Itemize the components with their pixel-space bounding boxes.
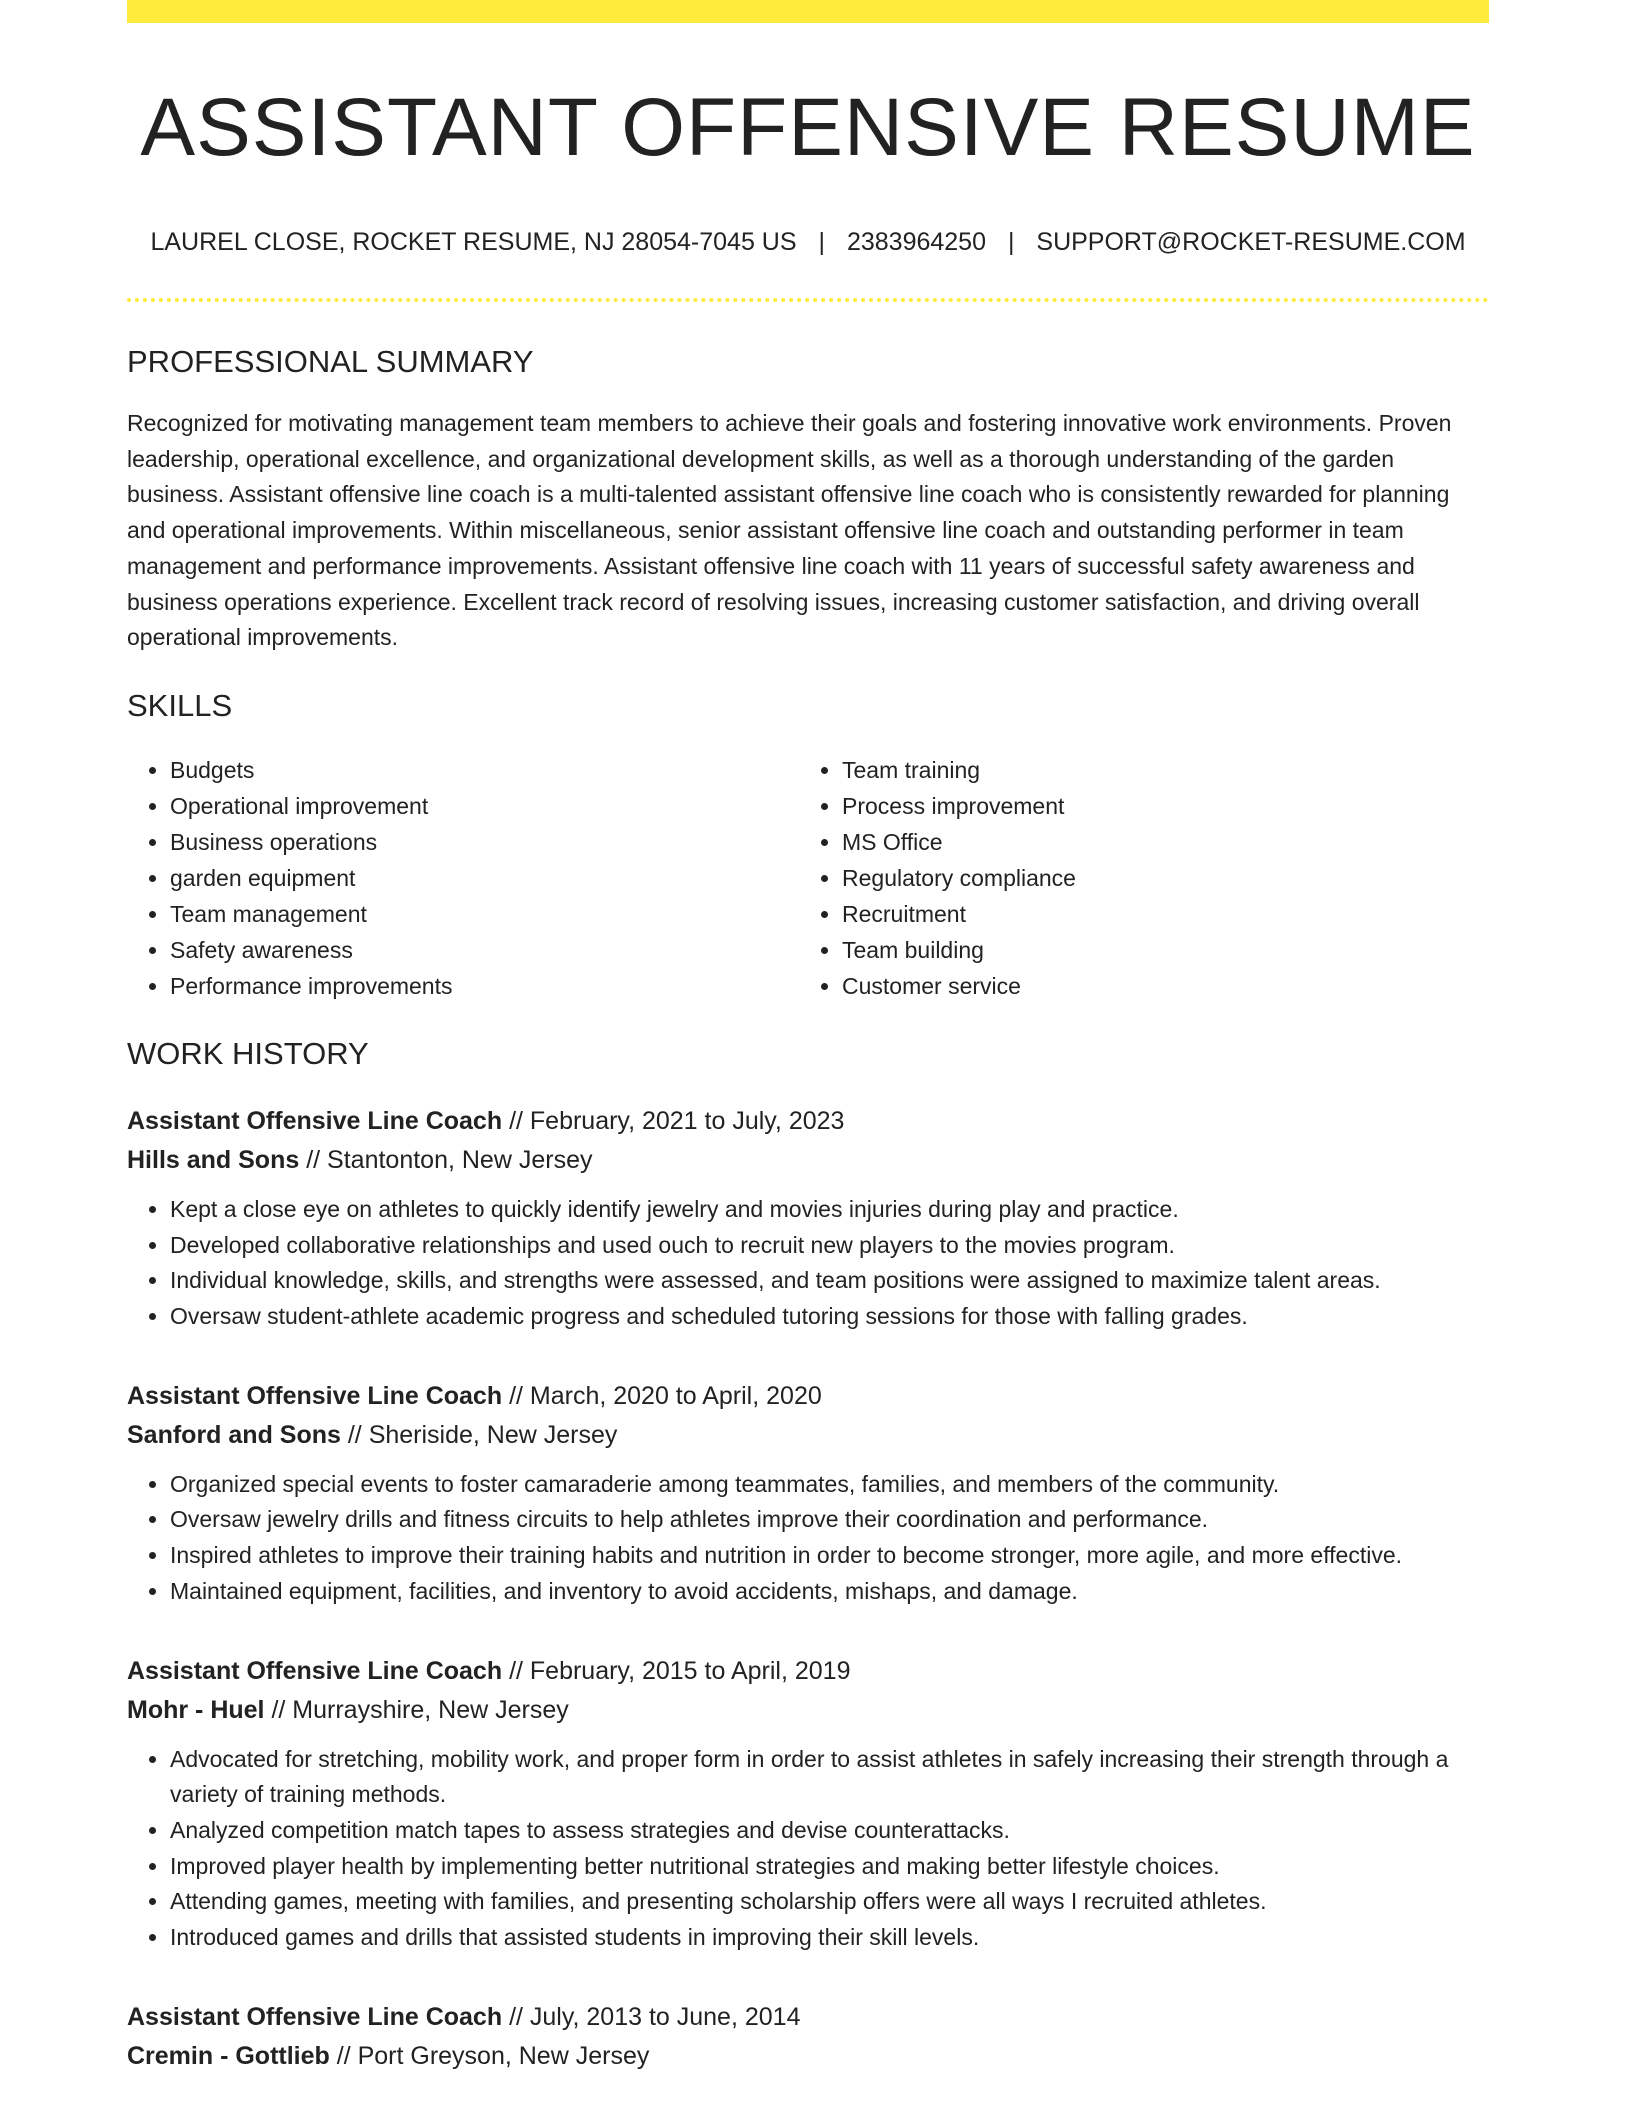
job-duty: • Analyzed competition match tapes to assess strategies and devise counterattacks. — [170, 1813, 1489, 1849]
skills-column-right — [799, 752, 1471, 1004]
skill-item: • Operational improvement — [170, 788, 799, 824]
job-location: // Stantonton, New Jersey — [306, 1145, 593, 1174]
job-company-line — [127, 1141, 1489, 1180]
job-title: Assistant Offensive Line Coach — [127, 1381, 503, 1410]
job-duty: • Kept a close eye on athletes to quickly identify jewelry and movies injuries during play and practice. — [170, 1192, 1489, 1228]
skill-item: • Customer service — [842, 968, 1471, 1004]
job-duty: • Attending games, meeting with families, and presenting scholarship offers were all ways I recruited athletes. — [170, 1884, 1489, 1920]
skills-list — [127, 752, 1489, 1004]
skill-item: • Safety awareness — [170, 932, 799, 968]
skill-item: • Performance improvements — [170, 968, 799, 1004]
resume-title: ASSISTANT OFFENSIVE RESUME — [140, 82, 1476, 173]
contact-phone: 2383964250 — [846, 228, 986, 256]
job-title: Assistant Offensive Line Coach — [127, 1106, 503, 1135]
job-title: Assistant Offensive Line Coach — [127, 1656, 503, 1685]
job-title-line — [127, 1998, 1489, 2037]
skill-item: • Process improvement — [842, 788, 1471, 824]
work-history-heading: WORK HISTORY — [127, 1035, 369, 1071]
job-duty: • Improved player health by implementing better nutritional strategies and making better lifestyle choices. — [170, 1849, 1489, 1885]
contact-line — [127, 226, 1489, 258]
job-duties — [127, 1742, 1489, 1956]
job-duty: • Oversaw jewelry drills and fitness circuits to help athletes improve their coordination and performance. — [170, 1502, 1489, 1538]
job-company-line — [127, 1416, 1489, 1455]
contact-separator: | — [1007, 228, 1015, 256]
job-duty: • Maintained equipment, facilities, and inventory to avoid accidents, mishaps, and damage. — [170, 1574, 1489, 1610]
job-duties — [127, 1467, 1489, 1610]
contact-email: SUPPORT@ROCKET-RESUME.COM — [1036, 228, 1466, 256]
job-duties — [127, 1192, 1489, 1335]
job-company: Sanford and Sons — [127, 1420, 341, 1449]
job-location: // Murrayshire, New Jersey — [271, 1695, 569, 1724]
summary-heading: PROFESSIONAL SUMMARY — [127, 344, 534, 379]
skills-column-left — [127, 752, 799, 1004]
job-company-line — [127, 2037, 1489, 2076]
job-duty: • Individual knowledge, skills, and strengths were assessed, and team positions were assigned to maximize talent areas. — [170, 1263, 1489, 1299]
job-duty: • Developed collaborative relationships and used ouch to recruit new players to the movies program. — [170, 1228, 1489, 1264]
summary-text: Recognized for motivating management team members to achieve their goals and fostering innovative work environments. Proven leadership, operational excellence, and organizational development skills, as well as a thorough understanding of the garden business. Assistant offensive line coach is a multi-talented assistant offensive line coach who is consistently rewarded for planning and operational improvements. Within miscellaneous, senior assistant offensive line coach and outstanding performer in team management and performance improvements. Assistant offensive line coach with 11 years of successful safety awareness and business operations experience. Excellent track record of resolving issues, increasing customer satisfaction, and driving overall operational improvements. — [127, 410, 1452, 651]
job-title: Assistant Offensive Line Coach — [127, 2002, 503, 2031]
job-entry — [127, 1102, 1489, 1335]
job-title-line — [127, 1102, 1489, 1141]
contact-separator: | — [818, 228, 825, 256]
skill-item: • Team building — [842, 932, 1471, 968]
job-company-line — [127, 1691, 1489, 1730]
contact-address: LAUREL CLOSE, ROCKET RESUME, NJ 28054-7045 US — [150, 228, 797, 256]
job-duty: • Oversaw student-athlete academic progress and scheduled tutoring sessions for those with falling grades. — [170, 1299, 1489, 1335]
skill-item: • Team training — [842, 752, 1471, 788]
skill-item: • MS Office — [842, 824, 1471, 860]
job-entry — [127, 1998, 1489, 2076]
skill-item: • Regulatory compliance — [842, 860, 1471, 896]
job-title-line — [127, 1652, 1489, 1691]
job-duty: • Inspired athletes to improve their training habits and nutrition in order to become stronger, more agile, and more effective. — [170, 1538, 1489, 1574]
job-entry — [127, 1652, 1489, 1956]
job-dates: // February, 2015 to April, 2019 — [509, 1656, 851, 1685]
job-location: // Port Greyson, New Jersey — [336, 2041, 650, 2070]
skill-item: • Recruitment — [842, 896, 1471, 932]
job-company: Mohr - Huel — [127, 1695, 265, 1724]
job-dates: // July, 2013 to June, 2014 — [509, 2002, 801, 2031]
job-location: // Sheriside, New Jersey — [347, 1420, 618, 1449]
header-divider — [127, 298, 1489, 302]
skill-item: • garden equipment — [170, 860, 799, 896]
skill-item: • Business operations — [170, 824, 799, 860]
job-duty: • Advocated for stretching, mobility work, and proper form in order to assist athletes in safely increasing their strength through a variety of training methods. — [170, 1742, 1489, 1813]
job-dates: // March, 2020 to April, 2020 — [509, 1381, 822, 1410]
job-company: Cremin - Gottlieb — [127, 2041, 330, 2070]
job-title-line — [127, 1377, 1489, 1416]
job-entry — [127, 1377, 1489, 1610]
skill-item: • Team management — [170, 896, 799, 932]
resume-page — [127, 0, 1489, 2076]
job-duty: • Introduced games and drills that assisted students in improving their skill levels. — [170, 1920, 1489, 1956]
job-duty: • Organized special events to foster camaraderie among teammates, families, and members of the community. — [170, 1467, 1489, 1503]
job-company: Hills and Sons — [127, 1145, 300, 1174]
skills-heading: SKILLS — [127, 687, 233, 723]
skill-item: • Budgets — [170, 752, 799, 788]
job-dates: // February, 2021 to July, 2023 — [509, 1106, 845, 1135]
